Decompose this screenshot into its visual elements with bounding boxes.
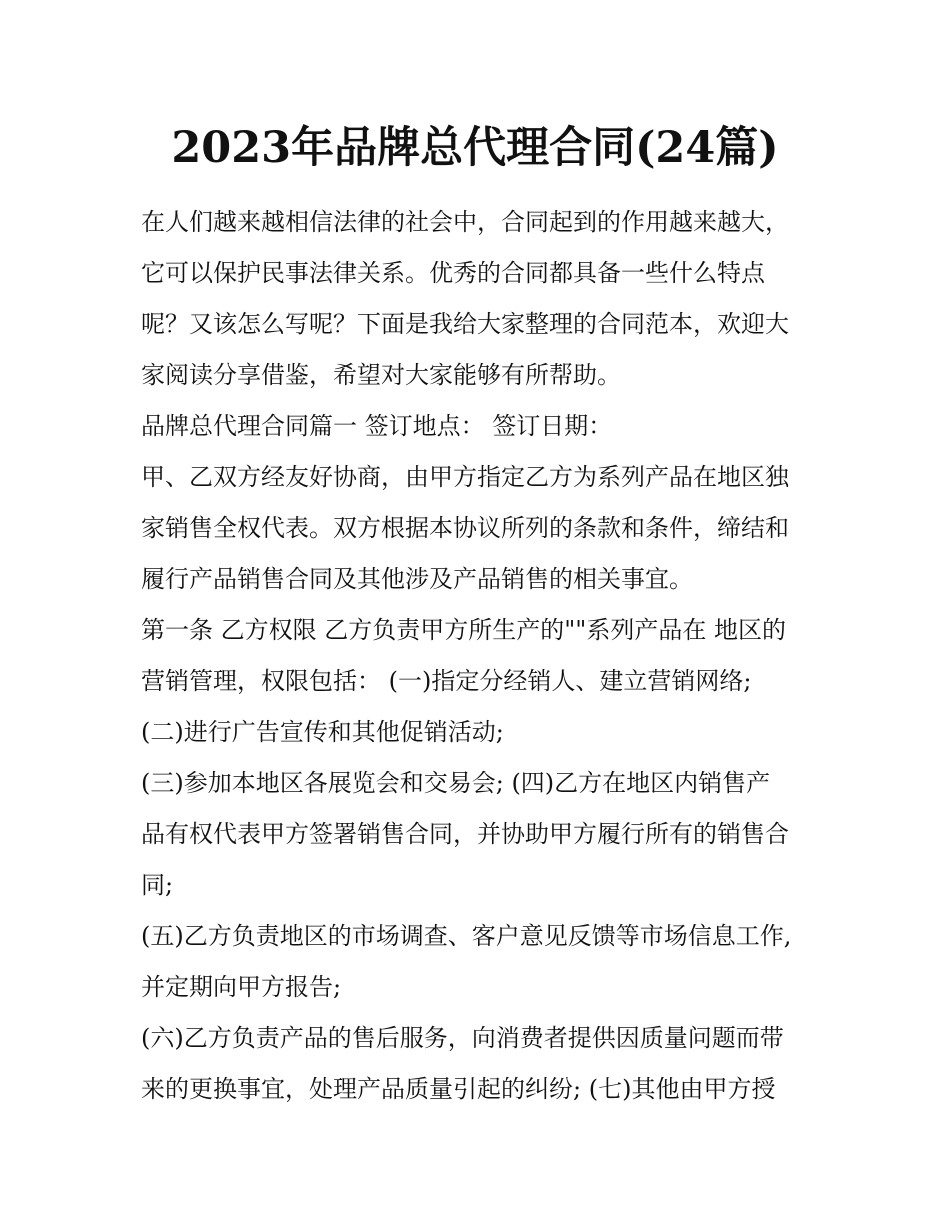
body-line: 甲、乙双方经友好协商，由甲方指定乙方为系列产品在地区独	[141, 463, 789, 491]
body-line: 呢？又该怎么写呢？下面是我给大家整理的合同范本，欢迎大	[141, 310, 789, 338]
body-line: 第一条 乙方权限 乙方负责甲方所生产的""系列产品在 地区的	[141, 616, 786, 644]
body-line: 品有权代表甲方签署销售合同，并协助甲方履行所有的销售合	[141, 820, 789, 848]
body-line: 同;	[141, 871, 174, 899]
body-line: 它可以保护民事法律关系。优秀的合同都具备一些什么特点	[141, 259, 765, 287]
body-line: (二)进行广告宣传和其他促销活动;	[141, 718, 504, 746]
document-title: 2023年品牌总代理合同(24篇)	[171, 123, 779, 173]
body-line: 家销售全权代表。双方根据本协议所列的条款和条件，缔结和	[141, 514, 789, 542]
body-line: 品牌总代理合同篇一 签订地点： 签订日期：	[141, 412, 613, 440]
document-body	[141, 197, 817, 1115]
body-line: (六)乙方负责产品的售后服务，向消费者提供因质量问题而带	[141, 1024, 784, 1052]
body-line: (三)参加本地区各展览会和交易会; (四)乙方在地区内销售产	[141, 769, 771, 797]
body-line: 营销管理，权限包括： (一)指定分经销人、建立营销网络;	[141, 667, 752, 695]
body-line: 来的更换事宜，处理产品质量引起的纠纷; (七)其他由甲方授	[141, 1075, 776, 1103]
body-line: 并定期向甲方报告;	[141, 973, 342, 1001]
body-line: 履行产品销售合同及其他涉及产品销售的相关事宜。	[141, 565, 693, 593]
body-line: (五)乙方负责地区的市场调查、客户意见反馈等市场信息工作,	[141, 922, 792, 950]
body-line: 家阅读分享借鉴，希望对大家能够有所帮助。	[141, 361, 621, 389]
body-line: 在人们越来越相信法律的社会中，合同起到的作用越来越大，	[141, 208, 789, 236]
